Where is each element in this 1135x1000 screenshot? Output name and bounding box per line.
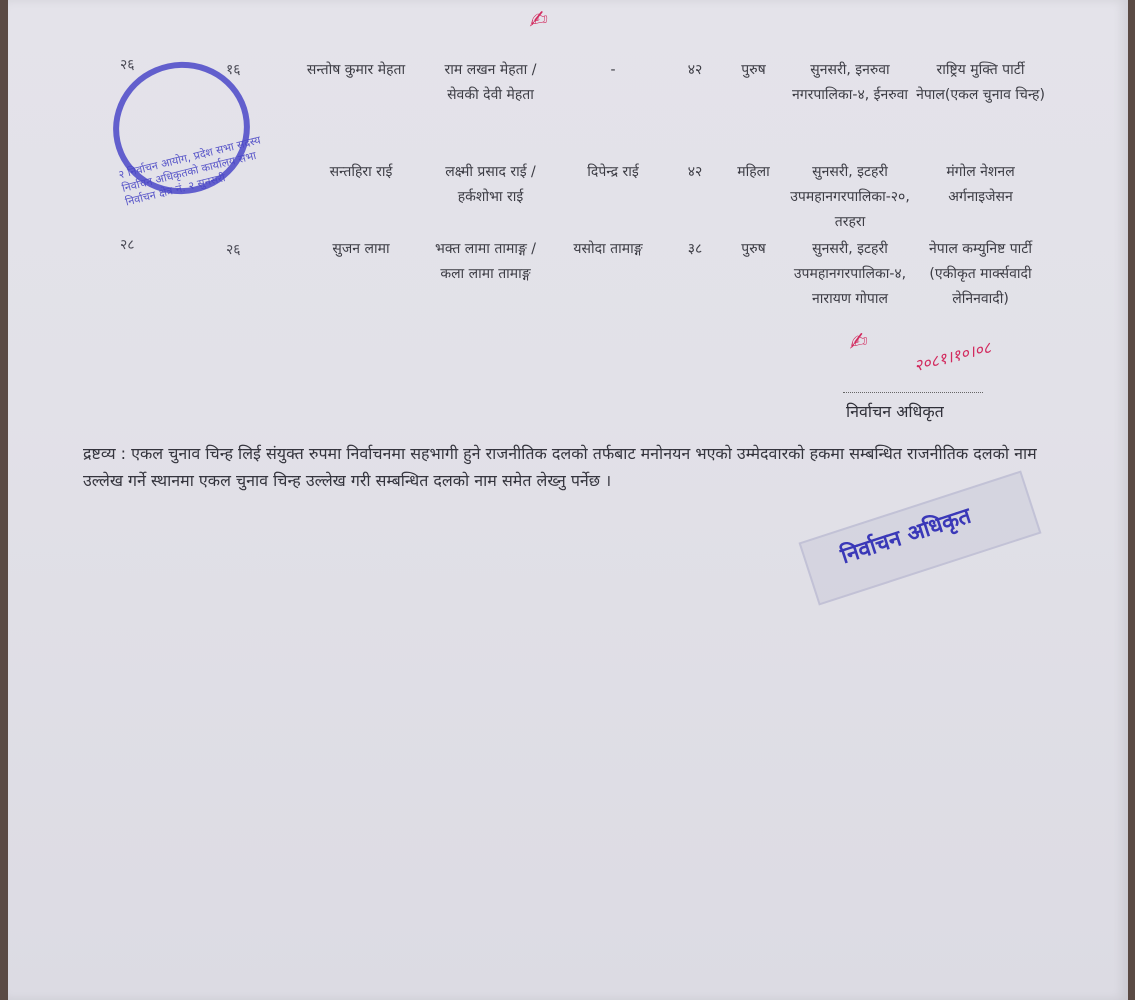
row-3-parents: भक्त लामा तामाङ्ग / कला लामा तामाङ्ग: [435, 241, 536, 282]
row-1-serial-b: १६: [226, 62, 241, 78]
row-1-serial-a: २६: [120, 57, 135, 73]
official-signature-icon: ✍︎: [845, 328, 869, 357]
row-2-age: ४२: [687, 164, 703, 180]
row-1-spouse: -: [610, 62, 616, 78]
row-2-spouse: दिपेन्द्र राई: [587, 164, 639, 180]
signature-line: [843, 392, 983, 393]
row-2-party: मंगोल नेशनल अर्गनाइजेसन: [946, 164, 1015, 205]
row-1-name: सन्तोष कुमार मेहता: [306, 62, 406, 78]
row-3-age: ३८: [687, 241, 703, 257]
row-2-name: सन्तहिरा राई: [329, 164, 393, 180]
row-1-gender: पुरुष: [741, 62, 766, 78]
row-3-address: सुनसरी, इटहरी उपमहानगरपालिका-४, नारायण गोपाल: [793, 241, 907, 307]
rubber-stamp-text: निर्वाचन अधिकृत: [837, 503, 975, 570]
row-3-gender: पुरुष: [741, 241, 766, 257]
row-1-parents: राम लखन मेहता / सेवकी देवी मेहता: [444, 62, 537, 103]
top-signature-icon: ✍︎: [525, 6, 549, 35]
row-3-spouse: यसोदा तामाङ्ग: [573, 241, 643, 257]
office-seal-text: २ निर्वाचन आयोग, प्रदेश सभा सदस्य निर्वाचन अधिकृतको कार्यालय सभा निर्वाचन क्षेत्र नं. २ सुनसरी: [117, 133, 262, 209]
row-2-address: सुनसरी, इटहरी उपमहानगरपालिका-२०, तरहरा: [790, 164, 910, 230]
row-3-party: नेपाल कम्युनिष्ट पार्टी (एकीकृत मार्क्सवादी लेनिनवादी): [929, 241, 1032, 307]
row-2-parents: लक्ष्मी प्रसाद राई / हर्कशोभा राई: [445, 164, 536, 205]
row-1-address: सुनसरी, इनरुवा नगरपालिका-४, ईनरुवा: [791, 62, 909, 103]
row-1-age: ४२: [687, 62, 703, 78]
signature-date: २०८१।१०।०८: [911, 337, 993, 376]
row-1-party: राष्ट्रिय मुक्ति पार्टी नेपाल(एकल चुनाव चिन्ह): [916, 62, 1045, 103]
row-2-gender: महिला: [737, 164, 770, 180]
row-3-serial-b: २६: [226, 242, 241, 258]
official-label: निर्वाचन अधिकृत: [846, 402, 944, 421]
note-paragraph: द्रष्टव्य : एकल चुनाव चिन्ह लिई संयुक्त रुपमा निर्वाचनमा सहभागी हुने राजनीतिक दलको तर्फबाट मनोनयन भएको उम्मेदवारको हकमा सम्बन्धित राजनीतिक दलको नाम उल्लेख गर्ने स्थानमा एकल चुनाव चिन्ह उल्लेख गरी सम्बन्धित दलको नाम समेत लेख्नु पर्नेछ ।: [83, 444, 1037, 490]
row-3-serial-a: २८: [120, 237, 135, 253]
row-3-name: सुजन लामा: [332, 241, 390, 257]
document-page: [8, 0, 1128, 1000]
